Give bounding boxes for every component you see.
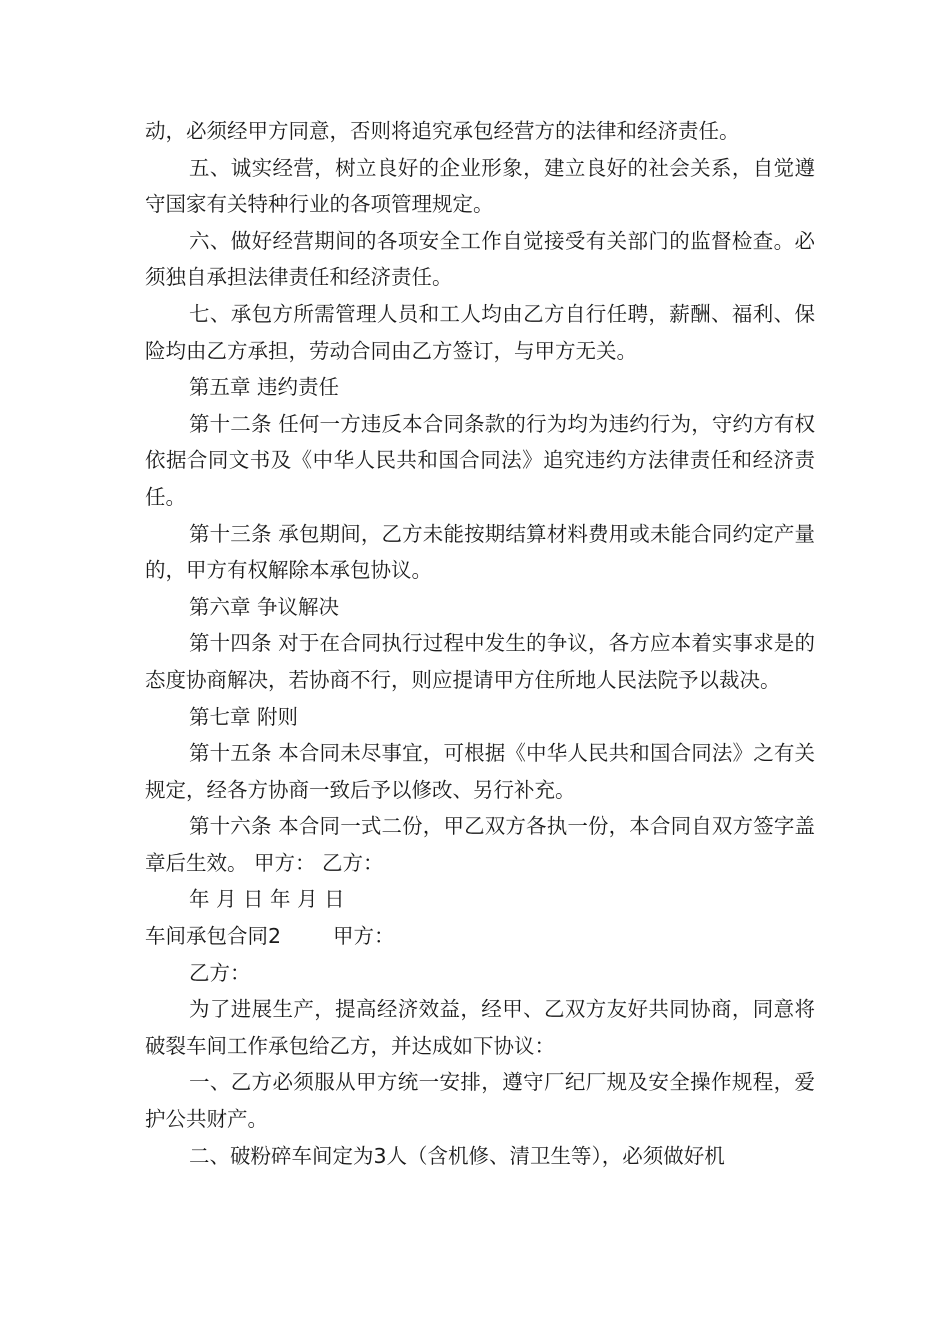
paragraph: 六、做好经营期间的各项安全工作自觉接受有关部门的监督检查。必须独自承担法律责任和经济责任。: [145, 228, 815, 290]
contract2-party-a: 甲方：: [333, 924, 395, 949]
paragraph: 动，必须经甲方同意，否则将追究承包经营方的法律和经济责任。: [145, 119, 740, 143]
paragraph: 第十六条 本合同一式二份，甲乙双方各执一份，本合同自双方签字盖章后生效。 甲方： 乙方：: [145, 814, 815, 875]
paragraph: 第七章 附则: [189, 704, 299, 729]
paragraph: 第十三条 承包期间，乙方未能按期结算材料费用或未能合同约定产量的，甲方有权解除本承包协议。: [145, 521, 815, 583]
paragraph: 第六章 争议解决: [189, 594, 340, 619]
paragraph: 第十二条 任何一方违反本合同条款的行为均为违约行为，守约方有权依据合同文书及《中华人民共和国合同法》追究违约方法律责任和经济责任。: [145, 411, 815, 509]
paragraph: 年 月 日 年 月 日: [189, 887, 345, 912]
paragraph: 第五章 违约责任: [189, 375, 340, 400]
document-body: [145, 113, 815, 1174]
paragraph: 第十五条 本合同未尽事宜，可根据《中华人民共和国合同法》之有关规定，经各方协商一致后予以修改、另行补充。: [145, 741, 815, 802]
paragraph-group: [145, 955, 815, 1175]
paragraph: 为了进展生产，提高经济效益，经甲、乙双方友好共同协商，同意将破裂车间工作承包给乙方，并达成如下协议：: [145, 997, 815, 1058]
paragraph: 七、承包方所需管理人员和工人均由乙方自行任聘，薪酬、福利、保险均由乙方承担，劳动合同由乙方签订，与甲方无关。: [145, 301, 815, 363]
paragraph: 二、破粉碎车间定为3人（含机修、清卫生等），必须做好机: [189, 1143, 725, 1168]
paragraph: 乙方：: [189, 960, 251, 985]
paragraph: 一、乙方必须服从甲方统一安排，遵守厂纪厂规及安全操作规程，爱护公共财产。: [145, 1070, 815, 1132]
contract2-title: 车间承包合同2: [145, 924, 282, 949]
paragraph: 五、诚实经营，树立良好的企业形象，建立良好的社会关系，自觉遵守国家有关特种行业的各项管理规定。: [145, 155, 815, 217]
contract2-heading-line: [145, 918, 815, 955]
paragraph: 第十四条 对于在合同执行过程中发生的争议，各方应本着实事求是的态度协商解决，若协商不行，则应提请甲方住所地人民法院予以裁决。: [145, 631, 815, 692]
paragraph-group: [145, 113, 815, 918]
